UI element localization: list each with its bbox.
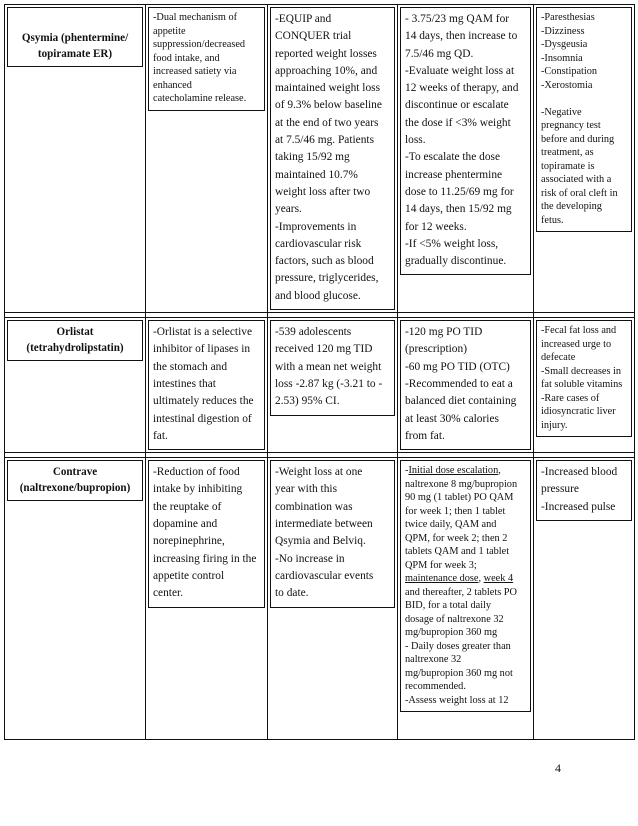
cell-text-line — [405, 478, 526, 492]
cell-text-line: the dose if <3% weight — [405, 116, 511, 129]
cell-text-line: -No increase in — [275, 552, 345, 565]
cell-text-line: appetite control — [153, 569, 225, 582]
text-segment: -Assess weight loss at 12 — [405, 694, 509, 706]
cell-text-line — [405, 518, 526, 532]
cell-text-line: Contrave — [52, 466, 98, 479]
cell-text-line: -Increased blood — [541, 466, 618, 479]
text-segment: - Daily doses greater than — [405, 640, 511, 652]
cell-text-line: Qsymia and Belviq. — [275, 535, 366, 548]
text-segment: mg/bupropion 360 mg not — [405, 667, 513, 679]
cell-text-line: defecate — [541, 352, 576, 364]
cell-text-line: risk of oral cleft in — [541, 187, 618, 199]
cell-text-line — [405, 640, 526, 654]
cell-text-line: -Dizziness — [541, 25, 585, 37]
cell-text-line: approaching 10%, and — [275, 64, 378, 77]
mechanism-cell — [148, 7, 265, 111]
evidence-cell — [270, 460, 395, 607]
cell-text-line: -Dual mechanism of — [153, 12, 238, 23]
drug-name-cell — [7, 460, 143, 501]
adverse-effects-cell — [536, 320, 632, 437]
cell-text-line: -To escalate the dose — [405, 151, 501, 164]
cell-text-line — [405, 694, 526, 708]
cell-text-line: -If <5% weight loss, — [405, 237, 499, 250]
cell-text-line: pressure, triglycerides, — [275, 272, 379, 285]
cell-text-line: -Rare cases of — [541, 392, 600, 404]
text-segment: QPM, for week 2; then 2 — [405, 532, 508, 544]
cell-text-line: factors, such as blood — [275, 255, 374, 268]
cell-text-line: fat. — [153, 429, 168, 442]
cell-text-line: injury. — [541, 419, 568, 431]
cell-text-line: gradually discontinue. — [405, 255, 507, 268]
cell-text-line: combination was — [275, 500, 353, 513]
cell-text-line — [405, 572, 526, 586]
cell-text-line: cardiovascular risk — [275, 237, 362, 250]
cell-text-line: of 9.3% below baseline — [275, 99, 382, 112]
page-number: 4 — [555, 761, 561, 775]
cell-text-line: and blood glucose. — [275, 289, 361, 302]
text-segment: recommended. — [405, 681, 466, 693]
cell-text-line: intake by inhibiting — [153, 483, 243, 496]
cell-text-line: at 7.5/46 mg. Patients — [275, 134, 375, 147]
cell-text-line: Qsymia (phentermine/ — [21, 32, 129, 44]
cell-text-line: enhanced — [153, 79, 192, 91]
cell-text-line: -EQUIP and — [275, 13, 332, 25]
cell-text-line: increasing firing in the — [153, 552, 257, 565]
cell-text-line: intestinal digestion of — [153, 412, 252, 425]
cell-text-line: fat soluble vitamins — [541, 379, 623, 391]
cell-text-line: increased urge to — [541, 338, 612, 350]
dosing-cell — [400, 460, 531, 712]
cell-text-line: -Evaluate weight loss at — [405, 64, 515, 77]
cell-text-line: for 12 weeks. — [405, 220, 467, 233]
cell-text-line: idiosyncratic liver — [541, 406, 616, 418]
text-segment: for week 1; then 1 tablet — [405, 505, 506, 517]
cell-text-line — [405, 505, 526, 519]
cell-text-line: -Fecal fat loss and — [541, 325, 617, 337]
cell-text-line: to date. — [275, 587, 309, 600]
cell-text-line: -Recommended to eat a — [405, 377, 513, 390]
cell-text-line: loss. — [405, 134, 426, 147]
underlined-heading: maintenance dose — [405, 573, 479, 585]
cell-text-line: -120 mg PO TID — [405, 326, 483, 339]
underlined-heading: Initial dose escalation — [408, 465, 499, 477]
table-row-orlistat — [5, 318, 635, 453]
text-segment: and thereafter, 2 tablets PO — [405, 586, 517, 598]
cell-text-line: pressure — [541, 483, 579, 496]
text-segment: , — [478, 573, 484, 585]
cell-text-line: intestines that — [153, 377, 216, 390]
cell-text-line: -Dysgeusia — [541, 39, 588, 50]
cell-text-line: -Improvements in — [275, 220, 357, 233]
cell-text-line: pregnancy test — [541, 120, 601, 131]
cell-text-line: -Small decreases in — [541, 365, 622, 377]
cell-text-line — [405, 613, 526, 627]
cell-text-line: weight loss after two — [275, 185, 371, 198]
text-segment: BID, for a total daily — [405, 600, 492, 612]
drug-name-cell — [7, 7, 143, 67]
text-segment: , — [498, 465, 501, 477]
cell-text-line: 14 days, then 15/92 mg — [405, 203, 512, 216]
cell-text-line: -Constipation — [541, 66, 598, 77]
cell-text-line — [405, 559, 526, 573]
cell-text-line: increased satiety via — [153, 66, 237, 77]
cell-text-line: discontinue or escalate — [405, 99, 509, 112]
cell-text-line: -Reduction of food — [153, 466, 240, 479]
cell-text-line: the developing — [541, 201, 602, 212]
cell-text-line: intermediate between — [275, 518, 373, 531]
mechanism-cell — [148, 460, 265, 607]
text-segment: naltrexone 32 — [405, 654, 462, 666]
cell-text-line — [405, 626, 526, 640]
drug-name-cell — [7, 320, 143, 361]
cell-text-line: ultimately reduces the — [153, 395, 254, 408]
cell-text-line: the stomach and — [153, 360, 228, 373]
cell-text-line: - 3.75/23 mg QAM for — [405, 13, 510, 25]
cell-text-line: cardiovascular events — [275, 569, 374, 582]
cell-text-line: inhibitor of lipases in — [153, 343, 251, 356]
cell-text-line — [405, 586, 526, 600]
adverse-effects-cell — [536, 460, 632, 521]
text-segment: tablets QAM and 1 tablet — [405, 546, 510, 558]
cell-text-line: 2.53) 95% CI. — [275, 395, 340, 408]
cell-text-line: -Orlistat is a selective — [153, 326, 253, 339]
cell-text-line: (prescription) — [405, 343, 467, 356]
cell-text-line: years. — [275, 203, 302, 216]
cell-text-line: at least 30% calories — [405, 412, 499, 425]
cell-text-line: before and during — [541, 133, 615, 145]
cell-text-line: -539 adolescents — [275, 326, 352, 339]
cell-text-line: increase phentermine — [405, 168, 503, 181]
cell-text-line: -Weight loss at one — [275, 466, 363, 479]
cell-text-line: CONQUER trial — [275, 30, 352, 43]
cell-text-line: (tetrahydrolipstatin) — [26, 342, 124, 355]
mechanism-cell — [148, 320, 265, 450]
cell-text-line: -Increased pulse — [541, 500, 616, 513]
cell-text-line: with a mean net weight — [275, 360, 382, 373]
cell-text-line: -Negative — [541, 106, 582, 118]
text-segment: 90 mg (1 tablet) PO QAM — [405, 492, 514, 504]
cell-text-line: the reuptake of — [153, 500, 222, 513]
cell-text-line: balanced diet containing — [405, 395, 517, 408]
cell-text-line: 12 weeks of therapy, and — [405, 82, 519, 95]
cell-text-line — [405, 667, 526, 681]
drug-comparison-table — [4, 4, 635, 740]
text-segment: dosage of naltrexone 32 — [405, 613, 504, 625]
cell-text-line — [405, 532, 526, 546]
cell-text-line: -60 mg PO TID (OTC) — [405, 360, 510, 373]
cell-text-line: loss -2.87 kg (-3.21 to - — [275, 377, 383, 390]
cell-text-line: topiramate ER) — [37, 48, 113, 60]
cell-text-line: food intake, and — [153, 52, 220, 64]
cell-text-line — [405, 599, 526, 613]
evidence-cell — [270, 7, 395, 310]
cell-text-line: suppression/decreased — [153, 39, 246, 50]
cell-text-line — [405, 653, 526, 667]
dosing-cell — [400, 320, 531, 450]
cell-text-line: norepinephrine, — [153, 535, 225, 548]
cell-text-line: -Paresthesias — [541, 12, 595, 23]
cell-text-line: treatment, as — [541, 147, 594, 158]
cell-text-line: maintained weight loss — [275, 82, 381, 95]
cell-text-line: taking 15/92 mg — [275, 151, 350, 164]
text-segment: mg/bupropion 360 mg — [405, 627, 498, 639]
cell-text-line: topiramate is — [541, 160, 595, 172]
cell-text-line: received 120 mg TID — [275, 343, 373, 356]
cell-text-line: from fat. — [405, 429, 445, 442]
cell-text-line: -Xerostomia — [541, 79, 593, 91]
cell-text-line: maintained 10.7% — [275, 168, 358, 181]
cell-text-line: associated with a — [541, 174, 612, 185]
cell-text-line — [405, 545, 526, 559]
table-row-qsymia — [5, 5, 635, 313]
cell-text-line: 14 days, then increase to — [405, 30, 518, 43]
cell-text-line — [405, 680, 526, 694]
text-segment: QPM for week 3; — [405, 559, 477, 571]
cell-text-line: Orlistat — [56, 326, 94, 339]
dosing-cell — [400, 7, 531, 275]
cell-text-line: year with this — [275, 483, 338, 496]
table-row-contrave — [5, 458, 635, 740]
cell-text-line: reported weight losses — [275, 47, 377, 60]
adverse-effects-cell — [536, 7, 632, 232]
underlined-heading: week 4 — [483, 573, 514, 585]
cell-text-line: appetite — [153, 25, 186, 37]
cell-text-line: at the end of two years — [275, 116, 379, 129]
text-segment: - — [405, 465, 409, 477]
cell-text-line: -Insomnia — [541, 52, 583, 64]
cell-text-line: catecholamine release. — [153, 93, 247, 104]
cell-text-line: dose to 11.25/69 mg for — [405, 185, 514, 198]
evidence-cell — [270, 320, 395, 415]
cell-text-line: center. — [153, 587, 184, 600]
cell-text-line: dopamine and — [153, 518, 218, 531]
cell-text-line: (naltrexone/bupropion) — [19, 482, 131, 495]
cell-text-line: 7.5/46 mg QD. — [405, 47, 474, 60]
cell-text-line — [405, 491, 526, 505]
cell-text-line — [541, 92, 627, 106]
text-segment: naltrexone 8 mg/bupropion — [405, 478, 518, 490]
cell-text-line — [405, 464, 526, 478]
text-segment: twice daily, QAM and — [405, 519, 497, 531]
cell-text-line: fetus. — [541, 214, 564, 226]
